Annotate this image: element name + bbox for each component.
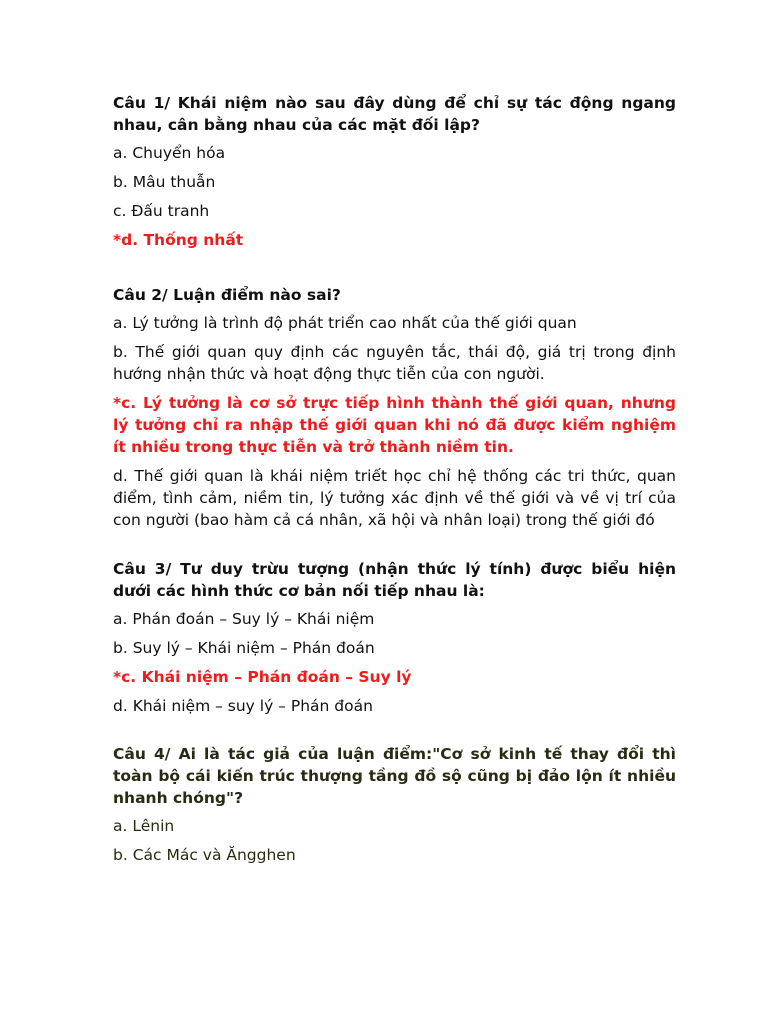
correct-answer-option: *c. Lý tưởng là cơ sở trực tiếp hình thành thế giới quan, nhưng lý tưởng chỉ ra nhập thế giới quan khi nó đã được kiểm nghiệm ít nhiều trong thực tiễn và trở thành niềm tin. (113, 394, 676, 456)
answer-option: b. Các Mác và Ăngghen (113, 846, 296, 864)
correct-answer-option: *c. Khái niệm – Phán đoán – Suy lý (113, 668, 412, 686)
question-title: Câu 3/ Tư duy trừu tượng (nhận thức lý tính) được biểu hiện dưới các hình thức cơ bản nối tiếp nhau là: (113, 560, 676, 600)
question-title: Câu 1/ Khái niệm nào sau đây dùng để chỉ sự tác động ngang nhau, cân bằng nhau của các mặt đối lập? (113, 94, 676, 134)
answer-option: b. Suy lý – Khái niệm – Phán đoán (113, 639, 375, 657)
question-1 (113, 92, 676, 251)
answer-option: a. Lênin (113, 817, 175, 835)
answer-option: c. Đấu tranh (113, 202, 210, 220)
answer-option: b. Thế giới quan quy định các nguyên tắc, thái độ, giá trị trong định hướng nhận thức và hoạt động thực tiễn của con người. (113, 343, 676, 383)
question-4 (113, 743, 676, 866)
question-title: Câu 4/ Ai là tác giả của luận điểm:"Cơ sở kinh tế thay đổi thì toàn bộ cái kiến trúc thượng tầng đồ sộ cũng bị đảo lộn ít nhiều nhanh chóng"? (113, 745, 676, 807)
correct-answer-option: *d. Thống nhất (113, 231, 244, 249)
question-title: Câu 2/ Luận điểm nào sai? (113, 286, 341, 304)
answer-option: a. Phán đoán – Suy lý – Khái niệm (113, 610, 375, 628)
answer-option: a. Chuyển hóa (113, 144, 226, 162)
answer-option: a. Lý tưởng là trình độ phát triển cao nhất của thế giới quan (113, 314, 577, 332)
question-2 (113, 284, 676, 531)
answer-option: d. Thế giới quan là khái niệm triết học chỉ hệ thống các tri thức, quan điểm, tình cảm, niềm tin, lý tưởng xác định về thế giới và về vị trí của con người (bao hàm cả cá nhân, xã hội và nhân loại) trong thế giới đó (113, 467, 676, 529)
question-3 (113, 558, 676, 717)
answer-option: d. Khái niệm – suy lý – Phán đoán (113, 697, 373, 715)
answer-option: b. Mâu thuẫn (113, 173, 216, 191)
